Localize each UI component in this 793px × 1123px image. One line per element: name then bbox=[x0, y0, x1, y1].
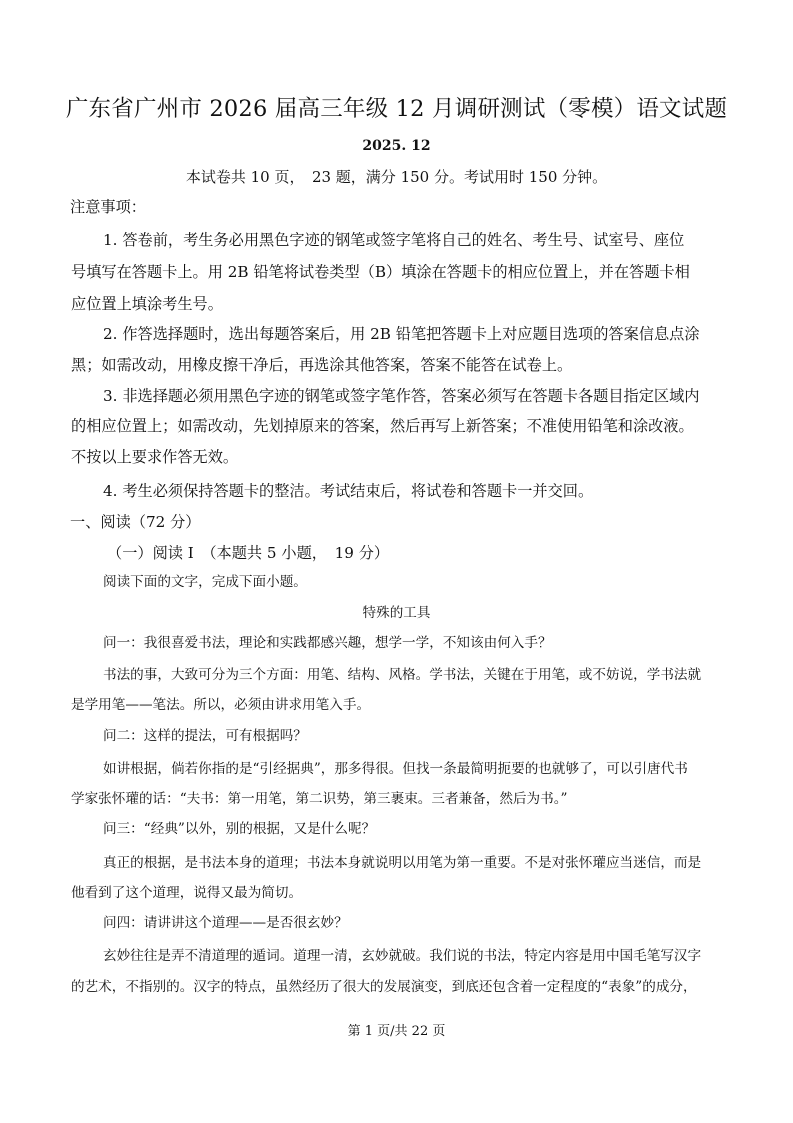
notice-item-3-line-2: 的相应位置上；如需改动，先划掉原来的答案，然后再写上新答案；不准使用铅笔和涂改液。 bbox=[71, 417, 694, 435]
article-para-8-line-2: 的艺术，不指别的。汉字的特点，虽然经历了很大的发展演变，到底还包含着一定程度的“表象”的成分， bbox=[71, 979, 697, 995]
article-para-2-line-1: 书法的事，大致可分为三个方面：用笔、结构、风格。学书法，关键在于用笔，或不妨说，学书法就 bbox=[103, 667, 702, 683]
article-title: 特殊的工具 bbox=[362, 605, 431, 621]
exam-summary: 本试卷共 10 页， 23 题，满分 150 分。考试用时 150 分钟。 bbox=[185, 168, 608, 186]
page-title: 广东省广州市 2026 届高三年级 12 月调研测试（零模）语文试题 bbox=[65, 96, 728, 122]
article-para-5-line-1: 问三：“经典”以外，别的根据，又是什么呢？ bbox=[103, 821, 376, 837]
section-heading: 一、阅读（72 分） bbox=[70, 513, 201, 531]
article-para-4-line-1: 如讲根据，倘若你指的是“引经据典”，那多得很。但找一条最简明扼要的也就够了，可以引唐代书 bbox=[103, 761, 688, 777]
reading-instruction: 阅读下面的文字，完成下面小题。 bbox=[103, 574, 307, 590]
notice-item-3-line-1: 3. 非选择题必须用黑色字迹的钢笔或签字笔作答，答案必须写在答题卡各题目指定区域内 bbox=[103, 387, 700, 405]
sub-section-heading: （一）阅读 I （本题共 5 小题， 19 分） bbox=[107, 544, 390, 562]
notice-item-2-line-2: 黑；如需改动，用橡皮擦干净后，再选涂其他答案，答案不能答在试卷上。 bbox=[71, 356, 573, 374]
notice-item-1-line-2: 号填写在答题卡上。用 2B 铅笔将试卷类型（B）填涂在答题卡的相应位置上，并在答题卡相 bbox=[71, 263, 690, 281]
article-para-7-line-1: 问四：请讲讲这个道理——是否很玄妙？ bbox=[103, 915, 348, 931]
notice-item-1-line-3: 应位置上填涂考生号。 bbox=[71, 295, 223, 313]
article-para-6-line-1: 真正的根据，是书法本身的道理；书法本身就说明以用笔为第一重要。不是对张怀瓘应当迷信，而是 bbox=[103, 855, 702, 871]
article-para-6-line-2: 他看到了这个道理，说得又最为简切。 bbox=[71, 885, 303, 901]
article-para-3-line-1: 问二：这样的提法，可有根据吗？ bbox=[103, 728, 307, 744]
article-para-8-line-1: 玄妙往往是弄不清道理的遁词。道理一清，玄妙就破。我们说的书法，特定内容是用中国毛笔写汉字 bbox=[103, 948, 702, 964]
page-number: 第 1 页/共 22 页 bbox=[347, 1024, 446, 1039]
article-para-1-line-1: 问一：我很喜爱书法，理论和实践都感兴趣，想学一学，不知该由何入手？ bbox=[103, 635, 552, 651]
notice-item-3-line-3: 不按以上要求作答无效。 bbox=[71, 448, 239, 466]
exam-date: 2025. 12 bbox=[362, 138, 431, 154]
notice-item-4-line-1: 4. 考生必须保持答题卡的整洁。考试结束后，将试卷和答题卡一并交回。 bbox=[103, 482, 594, 500]
article-para-2-line-2: 是学用笔——笔法。所以，必须由讲求用笔入手。 bbox=[71, 697, 371, 713]
notice-item-2-line-1: 2. 作答选择题时，选出每题答案后，用 2B 铅笔把答题卡上对应题目选项的答案信息点涂 bbox=[103, 325, 700, 343]
notice-item-1-line-1: 1. 答卷前，考生务必用黑色字迹的钢笔或签字笔将自己的姓名、考生号、试室号、座位 bbox=[103, 231, 685, 249]
article-para-4-line-2: 学家张怀瓘的话：“夫书：第一用笔，第二识势，第三裹束。三者兼备，然后为书。” bbox=[71, 791, 568, 807]
notice-heading: 注意事项： bbox=[70, 198, 146, 216]
